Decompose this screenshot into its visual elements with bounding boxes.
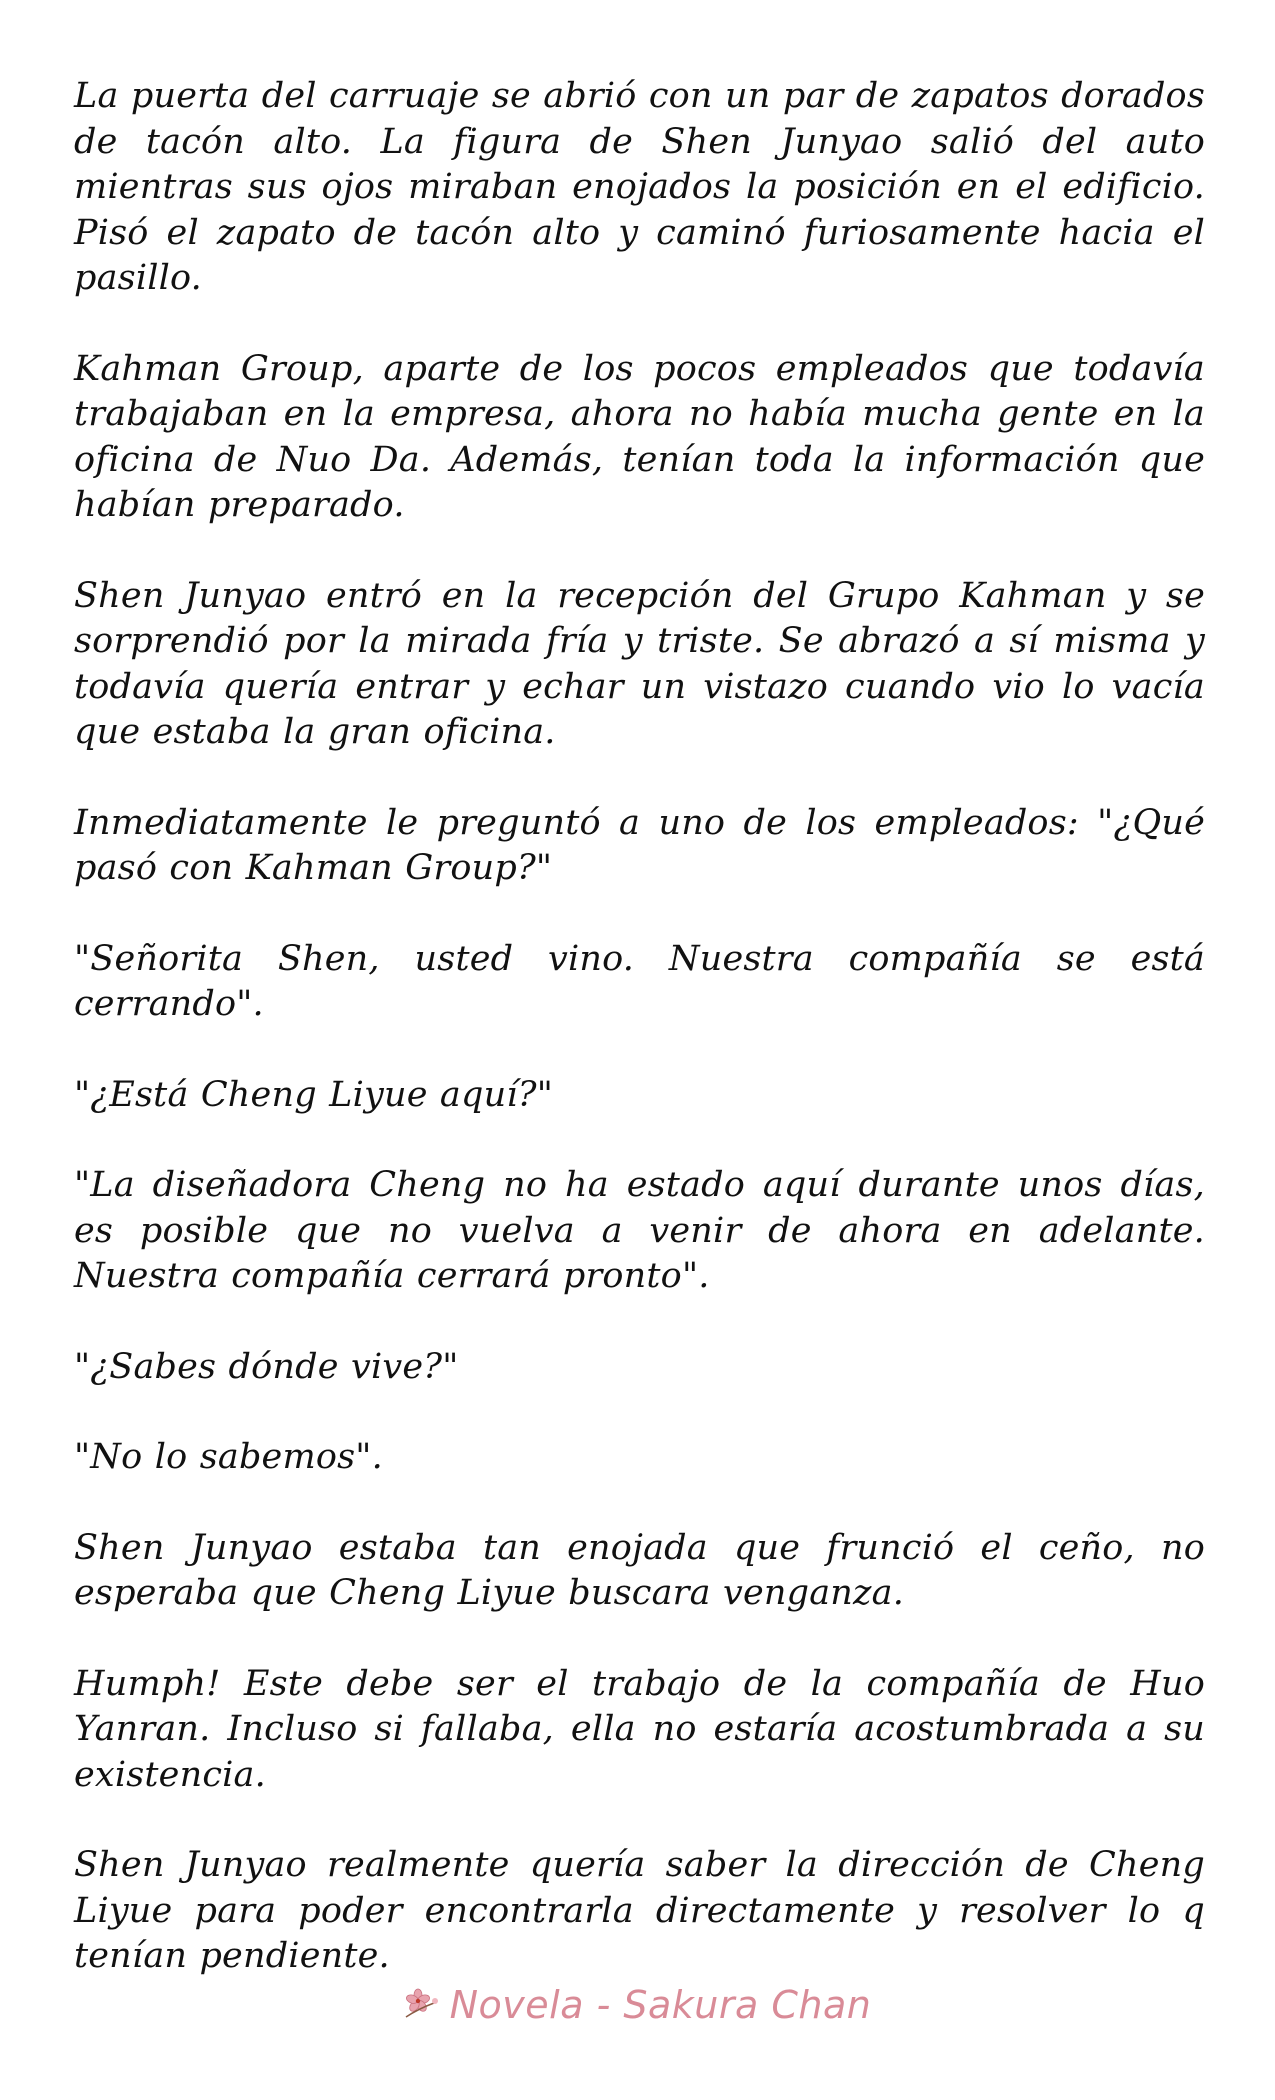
- paragraph-2: Kahman Group, aparte de los pocos empleados que todavía trabajaban en la empresa, ahora no había mucha gente en la oficina de Nuo Da. Además, tenían toda la información que habían preparado.: [74, 348, 1205, 525]
- sakura-flower-icon: [404, 1986, 444, 2030]
- paragraph-10: Shen Junyao estaba tan enojada que frunció el ceño, no esperaba que Cheng Liyue buscara venganza.: [74, 1527, 1205, 1613]
- paragraph-7: "La diseñadora Cheng no ha estado aquí durante unos días, es posible que no vuelva a venir de ahora en adelante. Nuestra compañía cerrará pronto".: [74, 1165, 1205, 1296]
- watermark: [0, 1983, 1275, 2030]
- paragraph-6: "¿Está Cheng Liyue aquí?": [74, 1074, 553, 1115]
- watermark-text: Novela - Sakura Chan: [449, 1983, 872, 2027]
- paragraph-1: La puerta del carruaje se abrió con un par de zapatos dorados de tacón alto. La figura de Shen Junyao salió del auto mientras sus ojos miraban enojados la posición en el edificio. Pisó el zapato de tacón alto y caminó furiosamente hacia el pasillo.: [74, 76, 1205, 298]
- paragraph-3: Shen Junyao entró en la recepción del Grupo Kahman y se sorprendió por la mirada fría y triste. Se abrazó a sí misma y todavía quería entrar y echar un vistazo cuando vio lo vacía que estaba la gran oficina.: [74, 575, 1205, 752]
- paragraph-11: Humph! Este debe ser el trabajo de la compañía de Huo Yanran. Incluso si fallaba, ella no estaría acostumbrada a su existencia.: [74, 1663, 1205, 1795]
- paragraph-8: "¿Sabes dónde vive?": [74, 1346, 459, 1387]
- paragraph-4: Inmediatamente le preguntó a uno de los empleados: "¿Qué pasó con Kahman Group?": [74, 802, 1205, 888]
- paragraph-12: Shen Junyao realmente quería saber la dirección de Cheng Liyue para poder encontrarla directamente y resolver lo q tenían pendiente.: [74, 1845, 1205, 1976]
- paragraph-5: "Señorita Shen, usted vino. Nuestra compañía se está cerrando".: [74, 938, 1205, 1024]
- paragraph-9: "No lo sabemos".: [74, 1437, 383, 1477]
